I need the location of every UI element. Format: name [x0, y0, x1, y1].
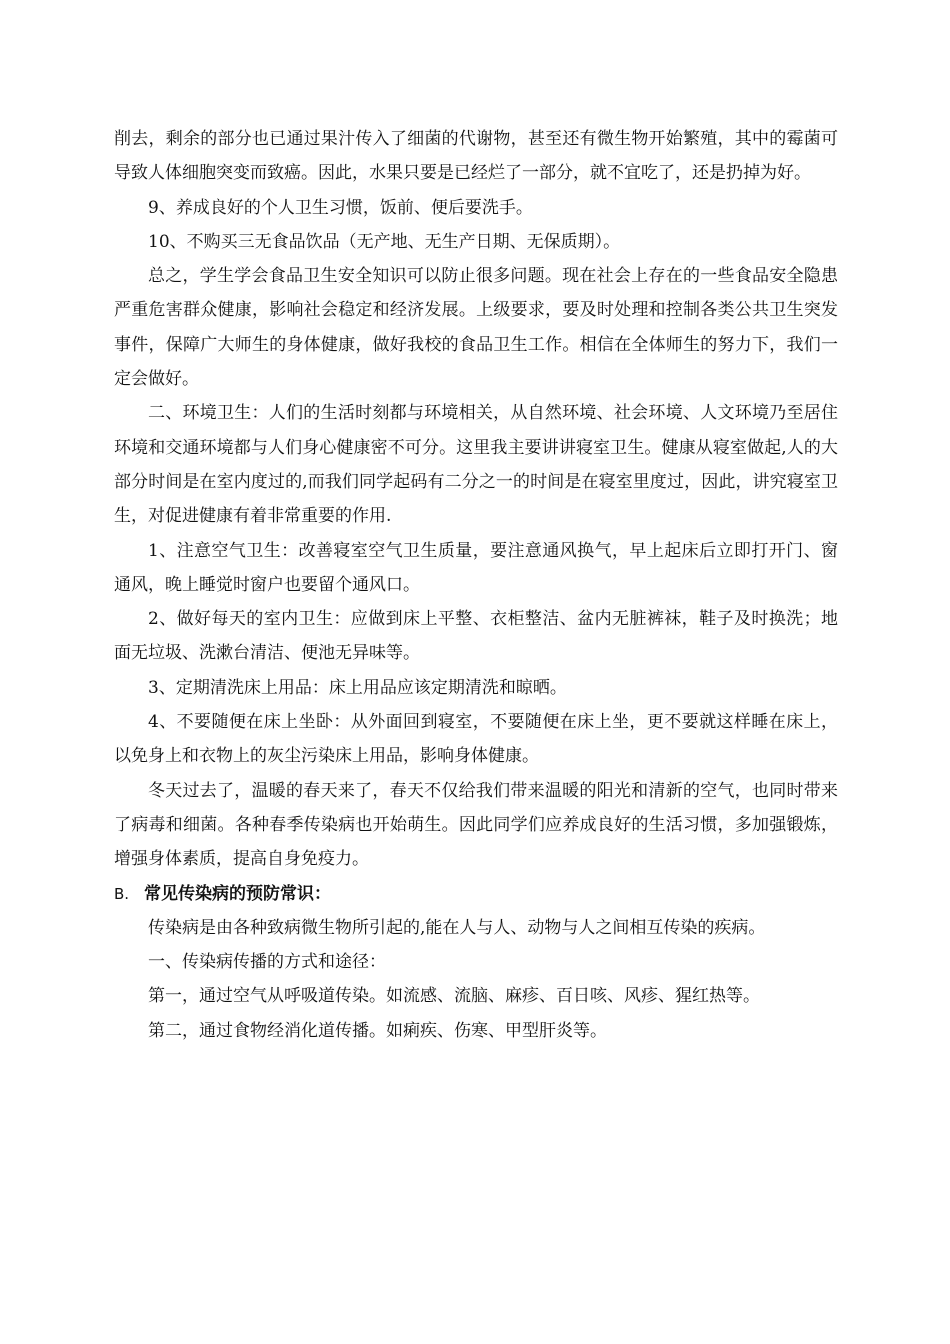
paragraph-daily-cleaning: 2、做好每天的室内卫生：应做到床上平整、衣柜整洁、盆内无脏裤袜，鞋子及时换洗；地面无垃圾、洗漱台清洁、便池无异味等。	[114, 609, 838, 664]
paragraph-foodborne: 第二，通过食物经消化道传播。如痢疾、伤寒、甲型肝炎等。	[148, 1020, 607, 1041]
paragraph-infectious-definition: 传染病是由各种致病微生物所引起的,能在人与人、动物与人之间相互传染的疾病。	[148, 917, 766, 938]
paragraph-airborne: 第一，通过空气从呼吸道传染。如流感、流脑、麻疹、百日咳、风疹、猩红热等。	[148, 986, 760, 1007]
section-heading-b	[114, 877, 838, 911]
paragraph-transmission-heading: 一、传染病传播的方式和途径：	[148, 952, 386, 973]
section-marker: B.	[114, 884, 130, 903]
section-title: 常见传染病的预防常识：	[144, 883, 331, 904]
paragraph-summary: 总之，学生学会食品卫生安全知识可以防止很多问题。现在社会上存在的一些食品安全隐患严重危害群众健康，影响社会稳定和经济发展。上级要求，要及时处理和控制各类公共卫生突发事件，保障广大师生的身体健康，做好我校的食品卫生工作。相信在全体师生的努力下，我们一定会做好。	[114, 266, 838, 390]
paragraph-environment-hygiene: 二、环境卫生：人们的生活时刻都与环境相关，从自然环境、社会环境、人文环境乃至居住环境和交通环境都与人们身心健康密不可分。这里我主要讲讲寝室卫生。健康从寝室做起,人的大部分时间是在室内度过的,而我们同学起码有二分之一的时间是在寝室里度过，因此，讲究寝室卫生，对促进健康有着非常重要的作用.	[114, 403, 838, 527]
paragraph-item-9: 9、养成良好的个人卫生习惯，饭前、便后要洗手。	[148, 197, 533, 218]
document-body	[114, 122, 838, 1048]
paragraph-bed-sitting: 4、不要随便在床上坐卧：从外面回到寝室，不要随便在床上坐，更不要就这样睡在床上，以免身上和衣物上的灰尘污染床上用品，影响身体健康。	[114, 712, 838, 767]
paragraph-bedding: 3、定期清洗床上用品：床上用品应该定期清洗和晾晒。	[148, 677, 567, 698]
paragraph-air-hygiene: 1、注意空气卫生：改善寝室空气卫生质量，要注意通风换气，早上起床后立即打开门、窗通风，晚上睡觉时窗户也要留个通风口。	[114, 540, 838, 595]
paragraph-item-10: 10、不购买三无食品饮品（无产地、无生产日期、无保质期）。	[148, 231, 621, 252]
paragraph-spring: 冬天过去了，温暖的春天来了，春天不仅给我们带来温暖的阳光和清新的空气，也同时带来了病毒和细菌。各种春季传染病也开始萌生。因此同学们应养成良好的生活习惯，多加强锻炼，增强身体素质，提高自身免疫力。	[114, 780, 838, 870]
paragraph-fruit-continued: 削去，剩余的部分也已通过果汁传入了细菌的代谢物，甚至还有微生物开始繁殖，其中的霉菌可导致人体细胞突变而致癌。因此，水果只要是已经烂了一部分，就不宜吃了，还是扔掉为好。	[114, 129, 838, 184]
